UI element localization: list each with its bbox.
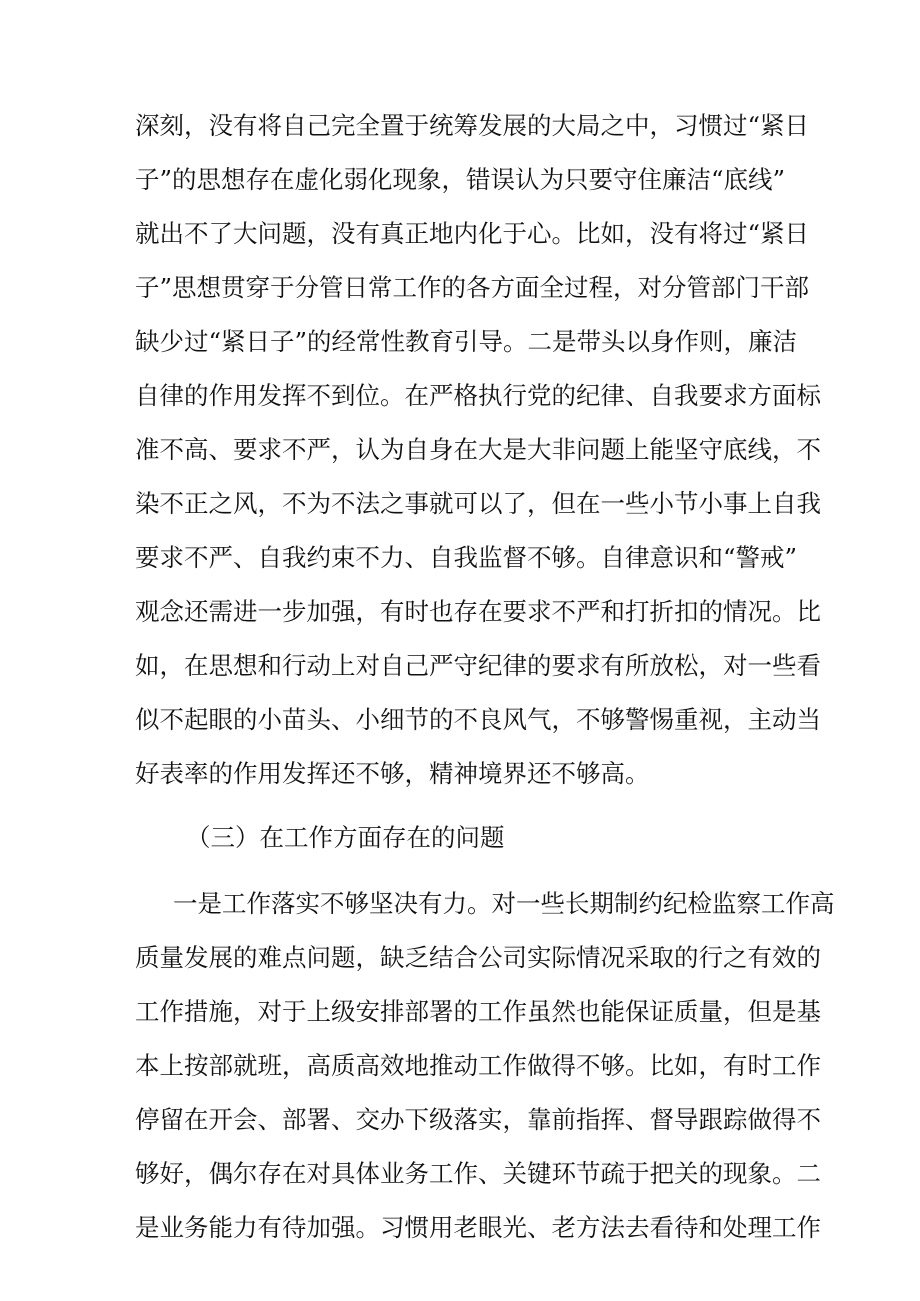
text-line: 一是工作落实不够坚决有力。对一些长期制约纪检监察工作高 (173, 889, 835, 918)
text-line: 就出不了大问题，没有真正地内化于心。比如，没有将过“紧日 (135, 219, 810, 248)
text-line: 染不正之风，不为不法之事就可以了，但在一些小节小事上自我 (135, 489, 821, 518)
text-line: 似不起眼的小苗头、小细节的不良风气，不够警惕重视，主动当 (135, 705, 821, 734)
text-line: 观念还需进一步加强，有时也存在要求不严和打折扣的情况。比 (135, 597, 821, 626)
text-line: 子”的思想存在虚化弱化现象，错误认为只要守住廉洁“底线” (135, 165, 786, 194)
text-line: 深刻，没有将自己完全置于统筹发展的大局之中，习惯过“紧日 (135, 111, 810, 140)
text-line: 子”思想贯穿于分管日常工作的各方面全过程，对分管部门干部 (135, 273, 810, 302)
text-line: 缺少过“紧日子”的经常性教育引导。二是带头以身作则，廉洁 (135, 327, 798, 356)
text-line: 好表率的作用发挥还不够，精神境界还不够高。 (135, 759, 650, 788)
text-line: 质量发展的难点问题，缺乏结合公司实际情况采取的行之有效的 (135, 943, 821, 972)
text-line: 够好，偶尔存在对具体业务工作、关键环节疏于把关的现象。二 (135, 1159, 821, 1188)
text-line: 自律的作用发挥不到位。在严格执行党的纪律、自我要求方面标 (135, 381, 821, 410)
text-line: 准不高、要求不严，认为自身在大是大非问题上能坚守底线，不 (135, 435, 821, 464)
text-line: 如，在思想和行动上对自己严守纪律的要求有所放松，对一些看 (135, 651, 821, 680)
text-line: 本上按部就班，高质高效地推动工作做得不够。比如，有时工作 (135, 1051, 821, 1080)
text-line: 工作措施，对于上级安排部署的工作虽然也能保证质量，但是基 (135, 997, 821, 1026)
text-line: 要求不严、自我约束不力、自我监督不够。自律意识和“警戒” (135, 543, 798, 572)
text-line: 是业务能力有待加强。习惯用老眼光、老方法去看待和处理工作 (135, 1213, 821, 1242)
text-line: 停留在开会、部署、交办下级落实，靠前指挥、督导跟踪做得不 (135, 1105, 821, 1134)
section-heading: （三）在工作方面存在的问题 (186, 823, 505, 852)
